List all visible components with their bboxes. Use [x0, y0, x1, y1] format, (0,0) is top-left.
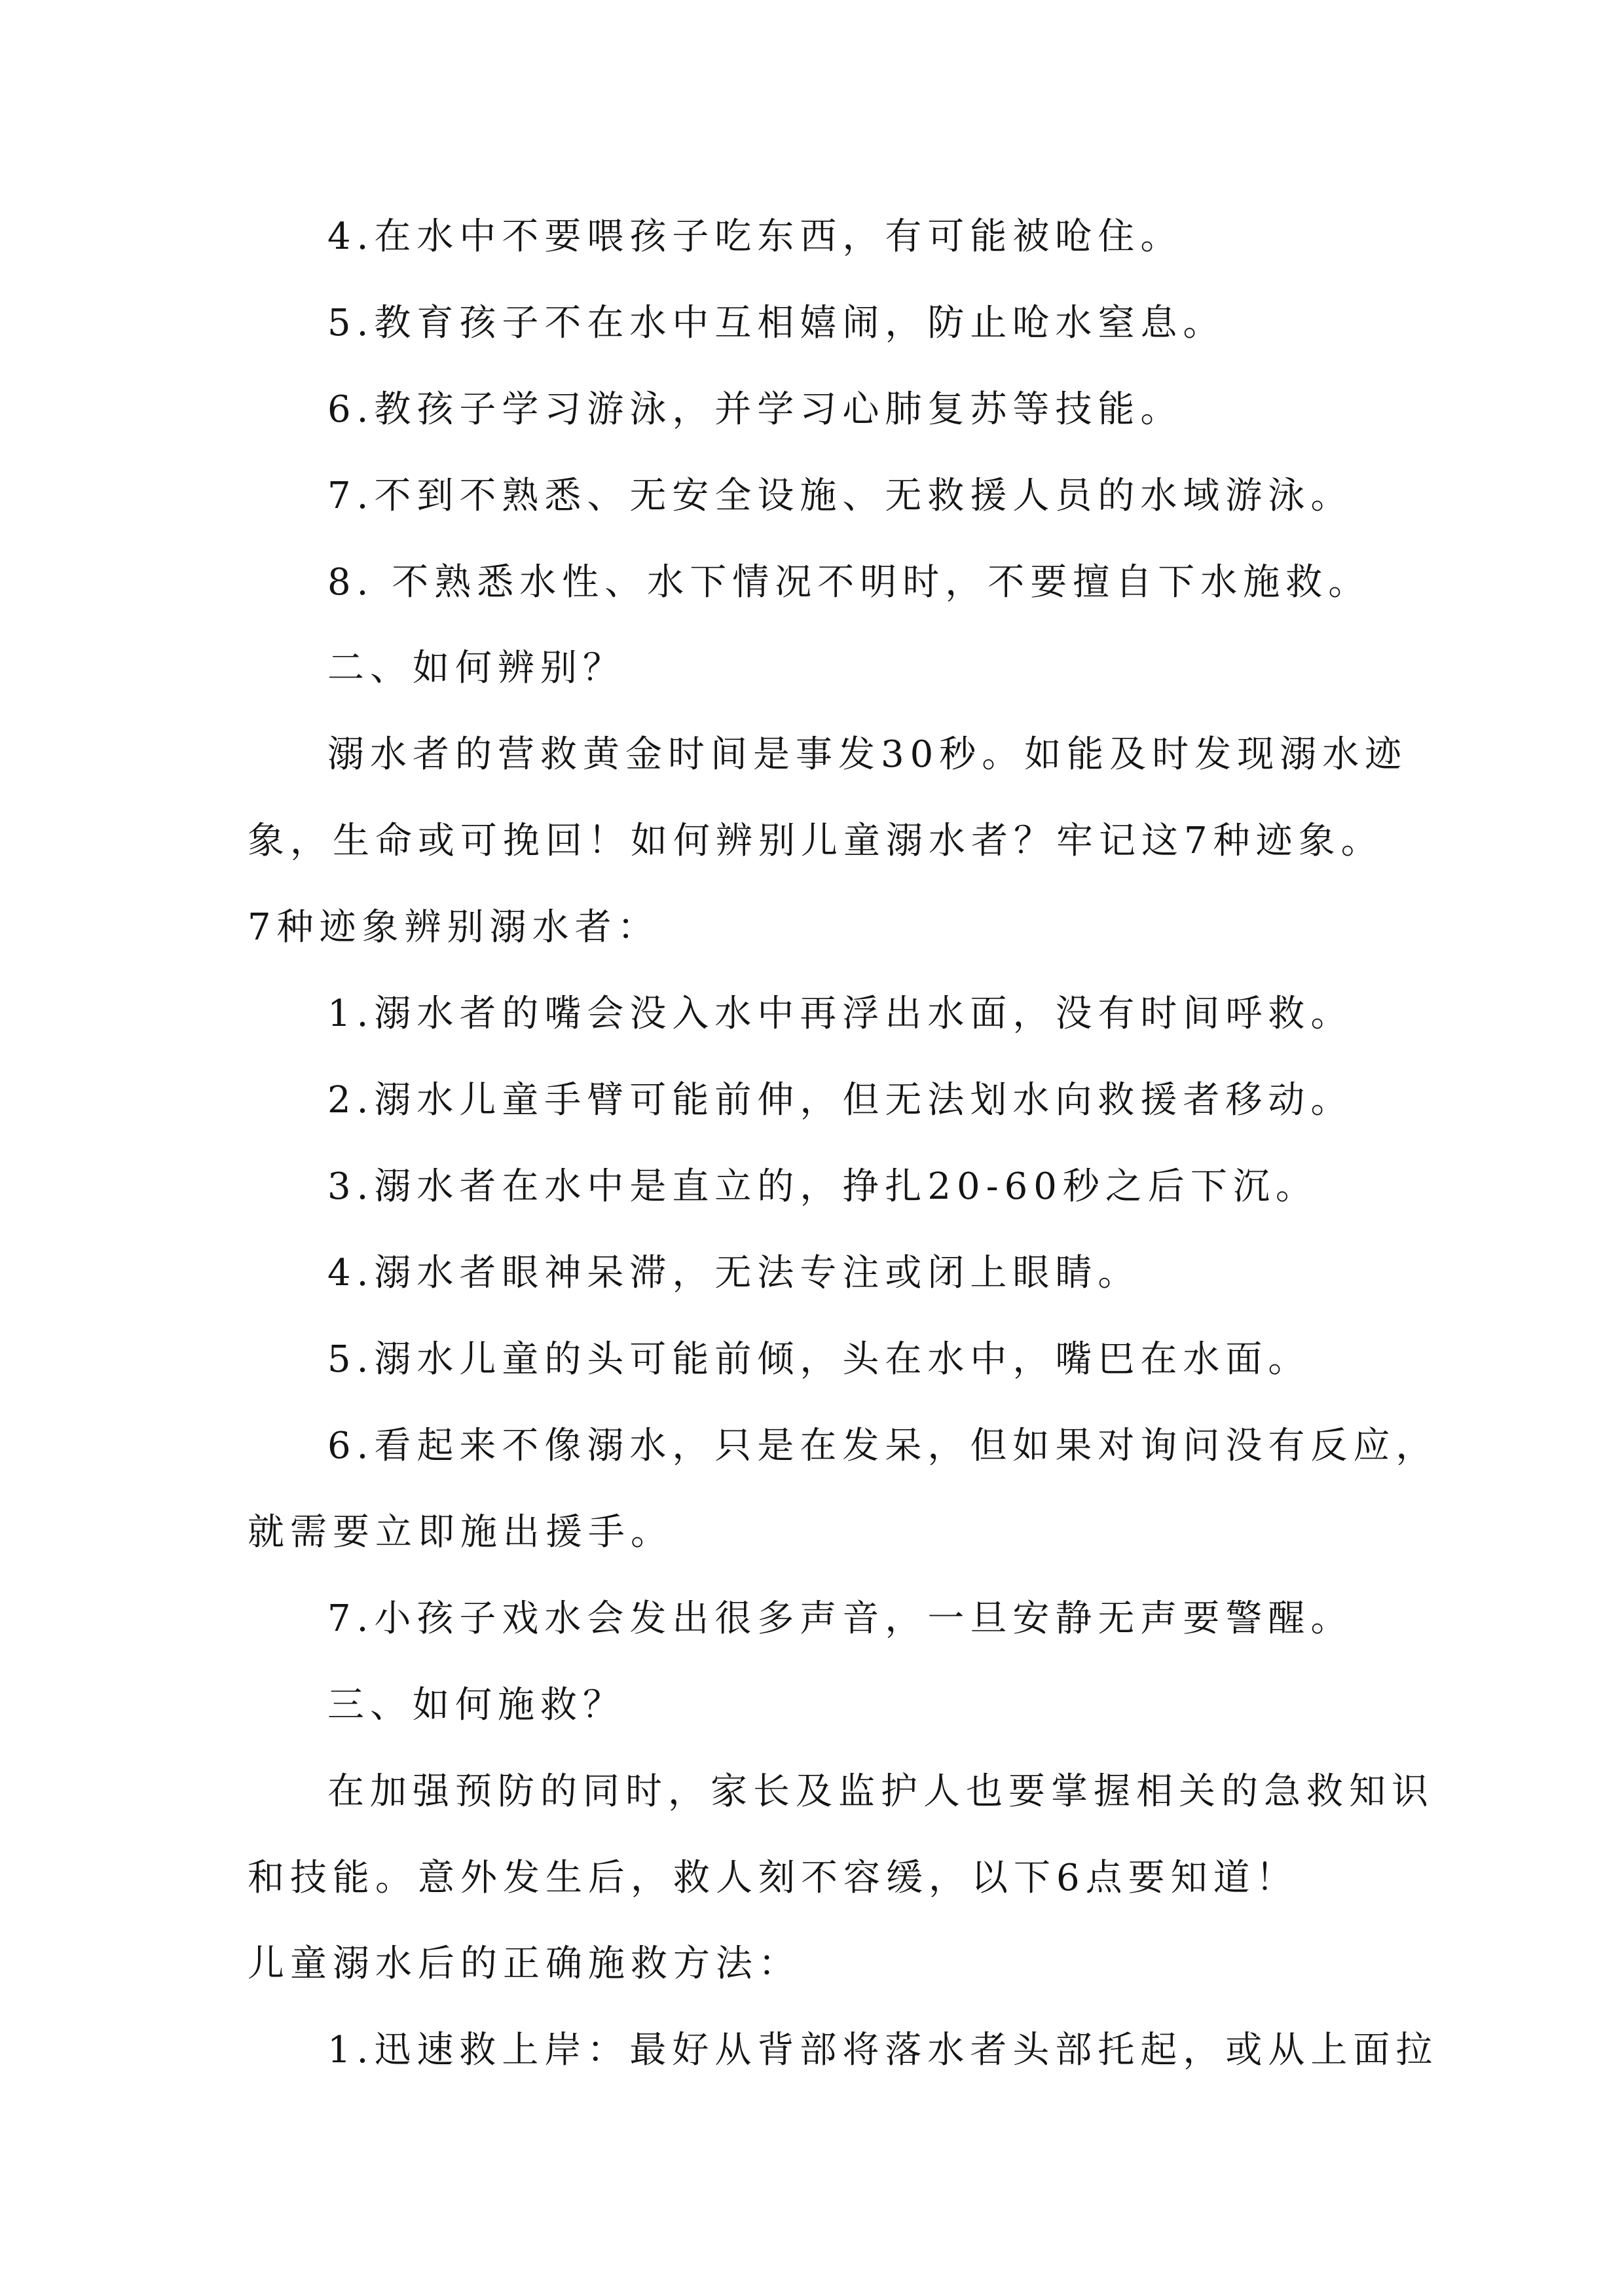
list-item-sign-6-line-1: 6.看起来不像溺水，只是在发呆，但如果对询问没有反应， — [327, 1425, 1439, 1467]
list-item-sign-7: 7.小孩子戏水会发出很多声音，一旦安静无声要警醒。 — [327, 1597, 1354, 1640]
list-item-sign-1: 1.溺水者的嘴会没入水中再浮出水面，没有时间呼救。 — [327, 993, 1354, 1035]
paragraph-rescue-line-2: 和技能。意外发生后，救人刻不容缓，以下6点要知道！ — [248, 1857, 1299, 1899]
list-item-sign-6-line-2: 就需要立即施出援手。 — [248, 1511, 673, 1554]
paragraph-rescue-line-1: 在加强预防的同时，家长及监护人也要掌握相关的急救知识 — [327, 1770, 1434, 1813]
list-item-sign-4: 4.溺水者眼神呆滞，无法专注或闭上眼睛。 — [327, 1252, 1141, 1294]
list-item-prevention-4: 4.在水中不要喂孩子吃东西，有可能被呛住。 — [327, 215, 1183, 258]
list-item-prevention-6: 6.教孩子学习游泳，并学习心肺复苏等技能。 — [327, 388, 1183, 431]
list-item-rescue-1: 1.迅速救上岸：最好从背部将落水者头部托起，或从上面拉 — [327, 2029, 1439, 2071]
list-item-prevention-7: 7.不到不熟悉、无安全设施、无救援人员的水域游泳。 — [327, 475, 1354, 517]
list-item-sign-2: 2.溺水儿童手臂可能前伸，但无法划水向救援者移动。 — [327, 1079, 1354, 1121]
list-item-prevention-5: 5.教育孩子不在水中互相嬉闹，防止呛水窒息。 — [327, 302, 1226, 344]
list-item-prevention-8: 8. 不熟悉水性、水下情况不明时，不要擅自下水施救。 — [327, 561, 1371, 604]
section-heading-rescue: 三、如何施救？ — [327, 1684, 625, 1726]
subheading-rescue-methods: 儿童溺水后的正确施救方法： — [248, 1942, 801, 1985]
list-item-sign-3: 3.溺水者在水中是直立的，挣扎20-60秒之后下沉。 — [327, 1165, 1318, 1208]
paragraph-identify-line-2: 象，生命或可挽回！如何辨别儿童溺水者？牢记这7种迹象。 — [248, 820, 1384, 862]
paragraph-identify-line-1: 溺水者的营救黄金时间是事发30秒。如能及时发现溺水迹 — [327, 733, 1408, 776]
list-item-sign-5: 5.溺水儿童的头可能前倾，头在水中，嘴巴在水面。 — [327, 1338, 1311, 1381]
subheading-signs: 7种迹象辨别溺水者： — [248, 906, 660, 949]
section-heading-identify: 二、如何辨别？ — [327, 647, 625, 689]
